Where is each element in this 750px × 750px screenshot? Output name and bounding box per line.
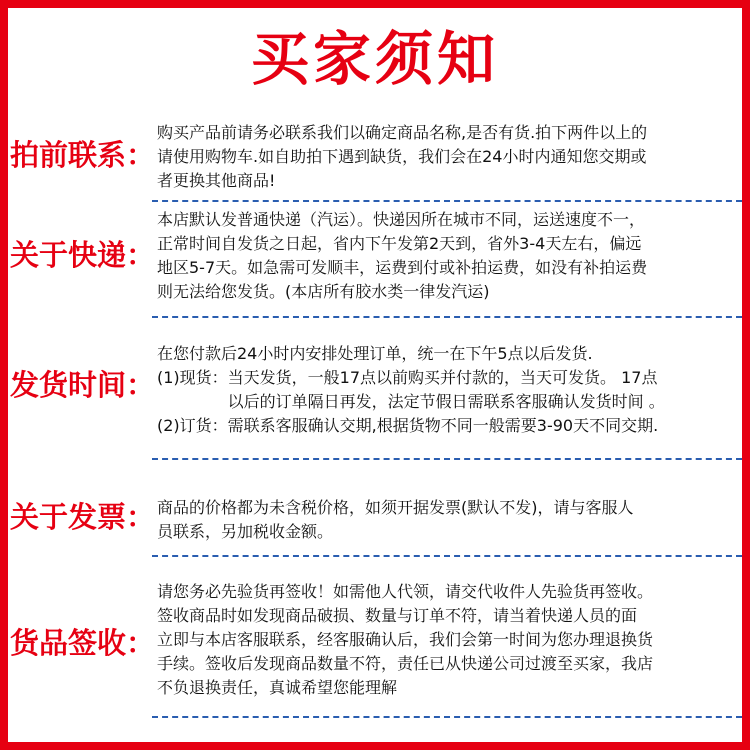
section-divider — [152, 316, 742, 318]
section-label-shipping: 关于快递： — [10, 238, 156, 272]
section-body-receipt — [157, 580, 742, 700]
section-divider — [152, 555, 742, 557]
list-item — [157, 414, 742, 438]
text-line: 签收商品时如发现商品破损、数量与订单不符，请当着快递人员的面 — [157, 606, 638, 625]
section-body-contact — [157, 121, 742, 193]
section-label-receipt: 货品签收： — [10, 626, 156, 660]
text-line: 需联系客服确认交期,根据货物不同一般需要3-90天不同交期. — [227, 416, 659, 435]
item-text — [228, 366, 665, 414]
text-line: 者更换其他商品! — [157, 171, 276, 190]
text-line: 商品的价格都为未含税价格，如须开据发票(默认不发)，请与客服人 — [157, 498, 634, 517]
text-line: 以后的订单隔日再发，法定节假日需联系客服确认发货时间 。 — [227, 392, 665, 411]
text-line: 在您付款后24小时内安排处理订单，统一在下午5点以后发货. — [157, 344, 593, 363]
text-line: 手续。签收后发现商品数量不符，责任已从快递公司过渡至买家，我店 — [157, 654, 654, 673]
section-label-delivery-time: 发货时间： — [10, 368, 156, 402]
text-line: 员联系，另加税收金额。 — [157, 522, 334, 541]
section-label-invoice: 关于发票： — [10, 500, 156, 534]
text-line: 地区5-7天。如急需可发顺丰，运费到付或补拍运费，如没有补拍运费 — [157, 258, 648, 277]
text-line: 立即与本店客服联系，经客服确认后，我们会第一时间为您办理退换货 — [157, 630, 654, 649]
text-line: 请您务必先验货再签收！如需他人代领，请交代收件人先验货再签收。 — [157, 582, 654, 601]
section-body-shipping — [157, 208, 742, 304]
text-line: 请使用购物车.如自助拍下遇到缺货，我们会在24小时内通知您交期或 — [157, 147, 647, 166]
list-item — [157, 366, 742, 414]
section-label-contact: 拍前联系： — [10, 138, 156, 172]
page-title: 买家须知 — [250, 25, 499, 93]
item-lead: (1)现货： — [157, 368, 228, 387]
text-line: 不负退换责任，真诚希望您能理解 — [157, 678, 398, 697]
text-line: 购买产品前请务必联系我们以确定商品名称,是否有货.拍下两件以上的 — [157, 123, 648, 142]
item-text — [228, 414, 659, 438]
text-line: 当天发货，一般17点以前购买并付款的，当天可发货。 17点 — [227, 368, 658, 387]
section-body-invoice — [157, 496, 742, 544]
section-divider — [152, 458, 742, 460]
text-line: 则无法给您发货。(本店所有胶水类一律发汽运) — [157, 282, 490, 301]
text-line: 正常时间自发货之日起，省内下午发第2天到，省外3-4天左右，偏远 — [157, 234, 642, 253]
section-body-delivery-time — [157, 342, 742, 438]
item-lead: (2)订货： — [157, 416, 228, 435]
section-divider — [152, 200, 742, 202]
section-divider — [152, 716, 742, 718]
text-line: 本店默认发普通快递（汽运）。快递因所在城市不同，运送速度不一， — [157, 210, 646, 229]
